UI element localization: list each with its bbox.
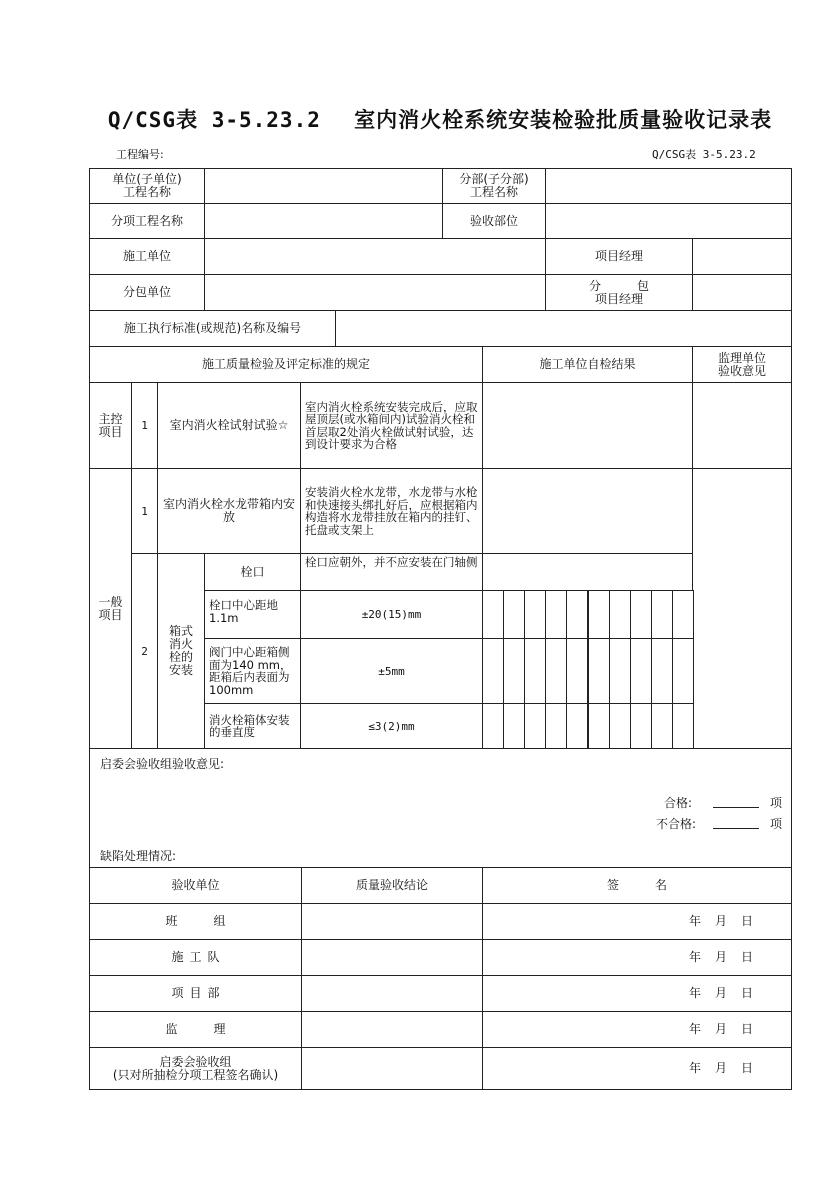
date-day-label: 日 [740,986,753,1000]
date-year-label: 年 [688,1022,701,1036]
standard-label: 施工执行标准(或规范)名称及编号 [89,310,336,347]
signoff-unit: 启委会验收组 (只对所抽检分项工程签名确认) [89,1047,302,1090]
general-item-1-name: 室内消火栓水龙带箱内安放 [157,468,301,554]
subcontractor-field[interactable] [204,274,546,311]
supervisor-opinion-header: 监理单位 验收意见 [692,346,792,383]
sub-item-3-name: 阀门中心距箱侧面为140 mm，距箱后内表面为100mm [204,638,301,704]
self-check-header: 施工单位自检结果 [482,346,693,383]
date-year-label: 年 [688,950,701,964]
measurement-cell[interactable] [630,590,652,639]
general-item-1-no: 1 [131,468,158,554]
subcontractor-label: 分包单位 [89,274,205,311]
signoff-unit: 项 目 部 [89,975,302,1012]
pass-label: 合格: [664,796,693,810]
sub-item-2-requirement: ±20(15)mm [300,590,483,639]
signoff-conclusion-field[interactable] [301,903,483,940]
sub-item-1-name: 栓口 [204,553,301,591]
project-number-label: 工程编号: [116,148,164,161]
date-month-label: 月 [714,986,727,1000]
pass-unit: 项 [770,796,783,810]
main-control-self-check-field[interactable] [482,382,693,469]
measurement-cell[interactable] [609,638,631,704]
signoff-header-conclusion: 质量验收结论 [301,867,483,904]
contractor-label: 施工单位 [89,238,205,275]
general-category [89,468,132,749]
standard-field[interactable] [335,310,792,347]
measurement-cell[interactable] [482,590,504,639]
acceptance-part-field[interactable] [545,203,792,239]
measurement-cell[interactable] [524,638,546,704]
signoff-conclusion-field[interactable] [301,939,483,976]
form-code-label: Q/CSG表 3-5.23.2 [652,148,756,161]
sub-project-manager-label-line2: 项目经理 [594,291,643,306]
committee-opinion-label: 启委会验收组验收意见: [100,757,225,771]
main-control-item-name: 室内消火栓试射试验☆ [157,382,301,469]
measurement-cell[interactable] [651,703,673,749]
sub-item-3-requirement: ±5mm [300,638,483,704]
sub-item-2-name: 栓口中心距地1.1m [204,590,301,639]
signoff-signature-field[interactable] [482,975,792,1012]
measurement-cell[interactable] [482,703,504,749]
date-day-label: 日 [740,950,753,964]
signoff-unit: 施 工 队 [89,939,302,976]
signoff-header-signature: 签 名 [482,867,792,904]
signoff-signature-field[interactable] [482,1047,792,1090]
fail-unit: 项 [770,817,783,831]
date-day-label: 日 [740,1022,753,1036]
main-control-category [89,382,132,469]
measurement-cell[interactable] [672,638,694,704]
measurement-cell[interactable] [630,638,652,704]
measurement-cell[interactable] [503,638,525,704]
general-category-text: 一般项目 [98,594,123,622]
measurement-cell[interactable] [609,703,631,749]
project-manager-field[interactable] [692,238,792,275]
criteria-header: 施工质量检验及评定标准的规定 [89,346,483,383]
sub-project-manager-label-line1: 分 包 [588,278,649,293]
sub-item-1-self-check-field[interactable] [482,553,693,591]
date-year-label: 年 [688,914,701,928]
signoff-unit: 班 组 [89,903,302,940]
date-day-label: 日 [740,914,753,928]
measurement-cell[interactable] [566,703,588,749]
fail-label: 不合格: [656,817,697,831]
defect-handling-label: 缺陷处理情况: [100,849,177,863]
date-day-label: 日 [740,1061,753,1075]
measurement-cell[interactable] [524,590,546,639]
unit-project-name-label: 单位(子单位) 工程名称 [89,168,205,204]
measurement-cell[interactable] [482,638,504,704]
measurement-cell[interactable] [588,703,610,749]
general-item-1-self-check-field[interactable] [482,468,693,554]
measurement-cell[interactable] [503,590,525,639]
measurement-cell[interactable] [545,590,567,639]
measurement-cell[interactable] [630,703,652,749]
sub-project-manager-label [545,274,693,311]
date-month-label: 月 [714,1022,727,1036]
sub-item-4-requirement: ≤3(2)mm [300,703,483,749]
pass-count-field[interactable] [713,794,759,808]
general-supervisor-field[interactable] [692,468,792,749]
signoff-signature-field[interactable] [482,939,792,976]
measurement-cell[interactable] [566,590,588,639]
page-title [0,104,838,134]
general-item-2-no: 2 [131,553,158,749]
sub-project-name-label: 分部(子分部) 工程名称 [442,168,546,204]
item-project-name-field[interactable] [204,203,443,239]
main-control-supervisor-field[interactable] [692,382,792,469]
signoff-conclusion-field[interactable] [301,975,483,1012]
signoff-signature-field[interactable] [482,903,792,940]
sub-project-manager-field[interactable] [692,274,792,311]
fail-count-field[interactable] [713,815,759,829]
date-month-label: 月 [714,950,727,964]
measurement-cell[interactable] [524,703,546,749]
measurement-cell[interactable] [545,638,567,704]
signoff-unit: 监 理 [89,1011,302,1048]
measurement-cell[interactable] [588,638,610,704]
signoff-conclusion-field[interactable] [301,1011,483,1048]
date-month-label: 月 [714,1061,727,1075]
general-item-1-requirement: 安装消火栓水龙带，水龙带与水枪和快速接头绑扎好后，应根据箱内构造将水龙带挂放在箱内的挂钉、托盘或支架上 [300,468,483,554]
sub-project-name-field[interactable] [545,168,792,204]
signoff-header-unit: 验收单位 [89,867,302,904]
sub-item-1-requirement: 栓口应朝外，并不应安装在门轴侧 [300,553,483,591]
acceptance-part-label: 验收部位 [442,203,546,239]
signoff-conclusion-field[interactable] [301,1047,483,1090]
measurement-cell[interactable] [672,703,694,749]
date-year-label: 年 [688,1061,701,1075]
sub-item-4-name: 消火栓箱体安装的垂直度 [204,703,301,749]
main-control-item-no: 1 [131,382,158,469]
measurement-cell[interactable] [651,590,673,639]
measurement-cell[interactable] [566,638,588,704]
main-control-category-text: 主控项目 [98,411,123,439]
signoff-signature-field[interactable] [482,1011,792,1048]
measurement-cell[interactable] [609,590,631,639]
contractor-field[interactable] [204,238,546,275]
measurement-cell[interactable] [672,590,694,639]
project-manager-label: 项目经理 [545,238,693,275]
item-project-name-label: 分项工程名称 [89,203,205,239]
general-item-2-name-text: 箱式消火栓的安装 [168,624,193,677]
unit-project-name-field[interactable] [204,168,443,204]
measurement-cell[interactable] [503,703,525,749]
form-code-title: Q/CSG表 3-5.23.2 [107,108,321,132]
form-name-title: 室内消火栓系统安装检验批质量验收记录表 [354,108,773,132]
main-control-item-requirement: 室内消火栓系统安装完成后，应取屋顶层(或水箱间内)试验消火栓和首层取2处消火栓做试射试验，达到设计要求为合格 [300,382,483,469]
general-item-2-name [157,553,205,749]
date-year-label: 年 [688,986,701,1000]
date-month-label: 月 [714,914,727,928]
measurement-cell[interactable] [651,638,673,704]
measurement-cell[interactable] [588,590,610,639]
measurement-cell[interactable] [545,703,567,749]
